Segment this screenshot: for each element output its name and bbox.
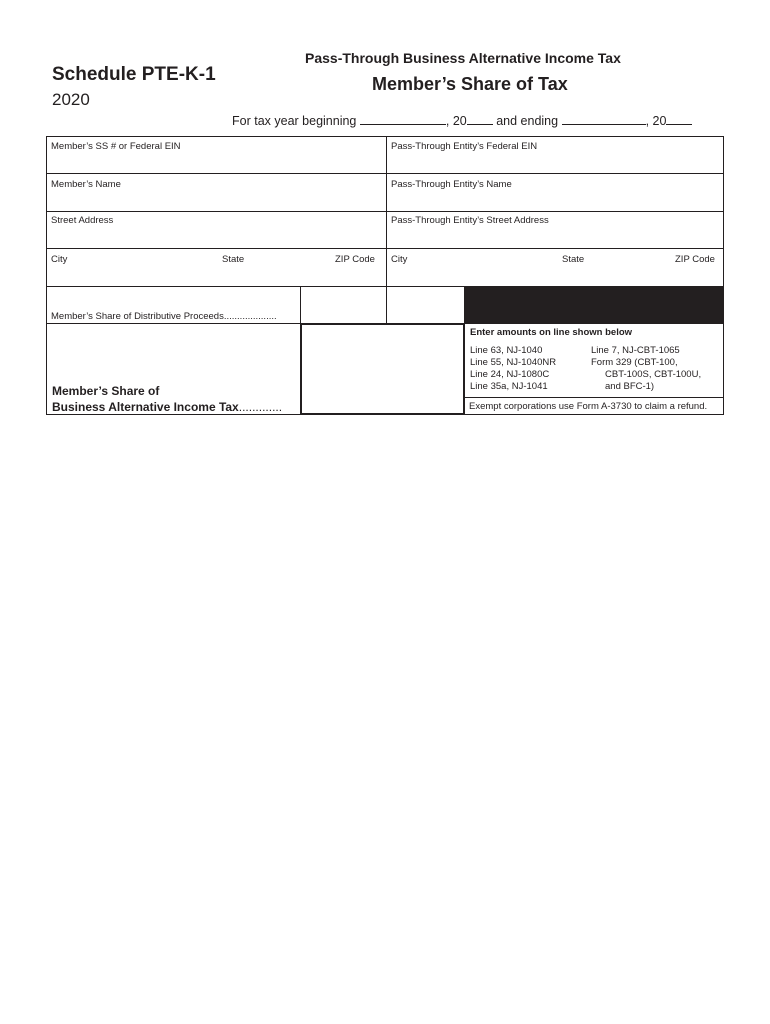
lower-divider [46,323,301,324]
grid-right-border [723,136,724,287]
tax-year-begin-date-field[interactable] [360,114,446,125]
member-state-label: State [222,254,245,265]
tax-share-amount-field[interactable] [300,323,465,415]
entity-zip-label: ZIP Code [675,254,715,265]
instructions-heading: Enter amounts on line shown below [470,327,633,338]
tax-year-20-label-a: , 20 [445,114,467,128]
tax-share-label [52,383,282,415]
member-name-label: Member’s Name [51,179,121,190]
tax-share-label-line1: Member’s Share of [52,384,160,398]
entity-city-label: City [391,254,408,265]
instruction-line: CBT-100S, CBT-100U, [605,369,702,380]
member-zip-label: ZIP Code [335,254,375,265]
member-street-label: Street Address [51,215,114,226]
tax-share-label-line2: Business Alternative Income Tax [52,400,239,414]
instructions-right-list [591,345,701,393]
tax-year-20-label-b: , 20 [645,114,667,128]
instruction-line: and BFC-1) [605,381,655,392]
entity-ein-label: Pass-Through Entity’s Federal EIN [391,141,538,152]
instruction-line: Form 329 (CBT-100, [591,357,678,368]
form-year: 2020 [52,90,90,109]
tax-year-end-date-field[interactable] [562,114,646,125]
tax-year-begin-year-field[interactable] [467,114,493,125]
distributive-proceeds-amount-field[interactable] [301,287,464,323]
distributive-proceeds-label [51,311,277,322]
form-subtitle: Pass-Through Business Alternative Income Tax [305,50,621,66]
tax-year-row [232,114,692,128]
member-ssn-label: Member’s SS # or Federal EIN [51,141,181,152]
entity-street-label: Pass-Through Entity’s Street Address [391,215,549,226]
leader-dots: ............. [238,400,283,414]
instruction-line: Line 24, NJ-1080C [470,369,550,380]
entity-name-label: Pass-Through Entity’s Name [391,179,512,190]
tax-year-beginning-label: For tax year beginning [232,114,357,128]
exempt-divider [464,397,724,398]
tax-share-label-line2-row [52,399,282,415]
tax-year-ending-label: and ending [496,114,559,128]
instruction-line: Line 55, NJ-1040NR [470,357,557,368]
exempt-note: Exempt corporations use Form A-3730 to claim a refund. [469,401,708,412]
distributive-proceeds-text: Member’s Share of Distributive Proceeds [51,311,224,322]
entity-city-state-zip-field[interactable] [387,249,723,286]
instruction-line: Line 63, NJ-1040 [470,345,543,356]
lower-right-border [723,324,724,415]
tax-year-end-year-field[interactable] [666,114,692,125]
instruction-line: Line 35a, NJ-1041 [470,381,548,392]
shaded-block [464,286,724,324]
form-title: Schedule PTE-K-1 [52,64,216,85]
form-heading: Member’s Share of Tax [372,74,568,94]
lower-left-border [46,286,47,415]
member-city-label: City [51,254,68,265]
instruction-line: Line 7, NJ-CBT-1065 [591,345,680,356]
instructions-left-list [470,345,556,393]
entity-state-label: State [562,254,585,265]
leader-dots: .................... [223,311,277,322]
